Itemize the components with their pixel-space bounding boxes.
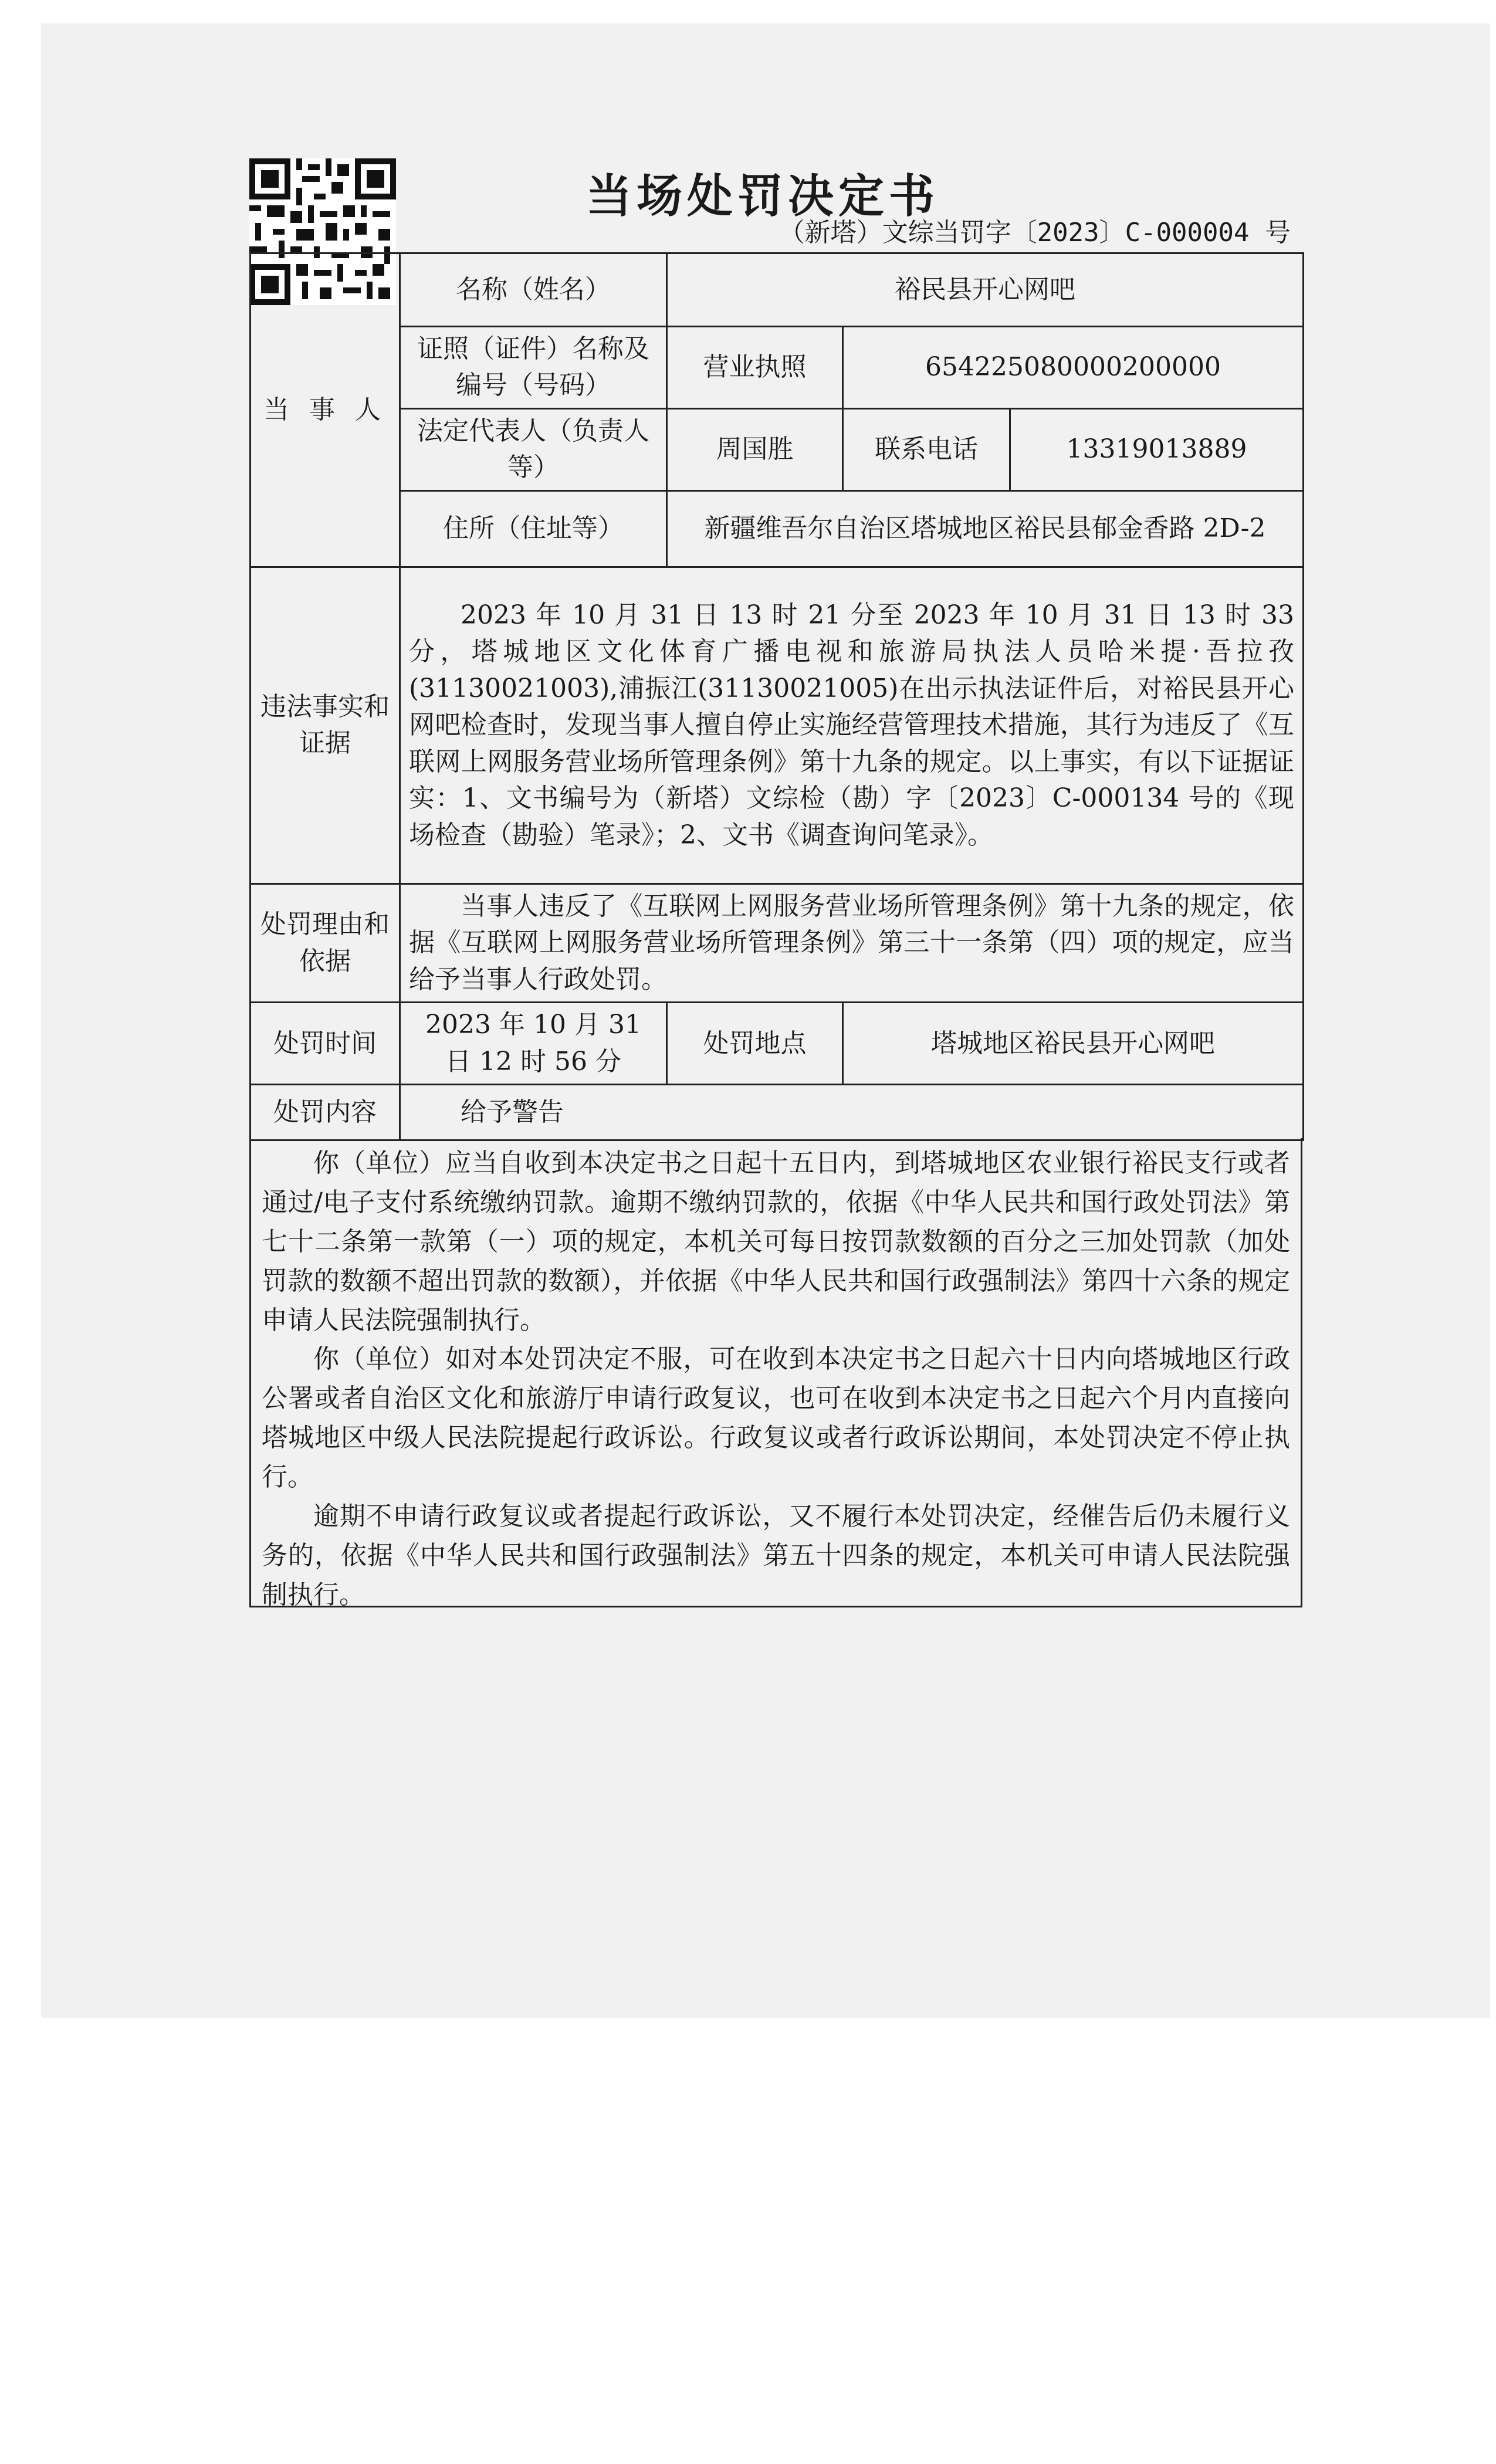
address-label: 住所（住址等） <box>400 490 667 567</box>
time-value: 2023 年 10 月 31 日 12 时 56 分 <box>400 1003 667 1085</box>
rep-label: 法定代表人（负责人等） <box>400 408 667 490</box>
content-label: 处罚内容 <box>251 1085 400 1140</box>
address-value: 新疆维吾尔自治区塔城地区裕民县郁金香路 2D-2 <box>667 490 1304 567</box>
phone-value: 13319013889 <box>1010 408 1304 490</box>
notice-paragraph: 逾期不申请行政复议或者提起行政诉讼，又不履行本处罚决定，经催告后仍未履行义务的，依据《中华人民共和国行政强制法》第五十四条的规定，本机关可申请人民法院强制执行。 <box>262 1501 1290 1610</box>
name-value: 裕民县开心网吧 <box>667 253 1304 327</box>
phone-label: 联系电话 <box>843 408 1010 490</box>
document-number: （新塔）文综当罚字〔2023〕C-000004 号 <box>779 218 1291 248</box>
license-label: 证照（证件）名称及编号（号码） <box>400 327 667 409</box>
basis-text: 当事人违反了《互联网上网服务营业场所管理条例》第十九条的规定，依据《互联网上网服务营业场所管理条例》第三十一条第（四）项的规定，应当给予当事人行政处罚。 <box>400 884 1304 1002</box>
notice-paragraph: 你（单位）如对本处罚决定不服，可在收到本决定书之日起六十日内向塔城地区行政公署或者自治区文化和旅游厅申请行政复议，也可在收到本决定书之日起六个月内直接向塔城地区中级人民法院提起行政诉讼。行政复议或者行政诉讼期间，本处罚决定不停止执行。 <box>262 1344 1290 1492</box>
rep-name: 周国胜 <box>667 408 843 490</box>
notice-box <box>249 1138 1302 1610</box>
place-value: 塔城地区裕民县开心网吧 <box>843 1003 1304 1085</box>
license-number: 654225080000200000 <box>843 327 1304 409</box>
place-label: 处罚地点 <box>667 1003 843 1085</box>
license-type: 营业执照 <box>667 327 843 409</box>
notice-paragraph: 你（单位）应当自收到本决定书之日起十五日内，到塔城地区农业银行裕民支行或者通过/电子支付系统缴纳罚款。逾期不缴纳罚款的，依据《中华人民共和国行政处罚法》第七十二条第一款第（一）项的规定，本机关可每日按罚款数额的百分之三加处罚款（加处罚款的数额不超出罚款的数额），并依据《中华人民共和国行政强制法》第四十六条的规定申请人民法院强制执行。 <box>262 1148 1290 1335</box>
facts-text: 2023 年 10 月 31 日 13 时 21 分至 2023 年 10 月 31 日 13 时 33 分，塔城地区文化体育广播电视和旅游局执法人员哈米提·吾拉孜(31130021003),浦振江(31130021005)在出示执法证件后，对裕民县开心网吧检查时，发现当事人擅自停止实施经营管理技术措施，其行为违反了《互联网上网服务营业场所管理条例》第十九条的规定。以上事实，有以下证据证实：1、文书编号为（新塔）文综检（勘）字〔2023〕C-000134 号的《现场检查（勘验）笔录》；2、文书《调查询问笔录》。 <box>400 567 1304 884</box>
decision-table <box>249 252 1304 1141</box>
party-section-label: 当 事 人 <box>251 253 400 567</box>
content-value: 给予警告 <box>400 1085 1304 1140</box>
facts-label: 违法事实和证据 <box>251 567 400 884</box>
name-label: 名称（姓名） <box>400 253 667 327</box>
document-title: 当场处罚决定书 <box>585 170 939 223</box>
basis-label: 处罚理由和依据 <box>251 884 400 1002</box>
time-label: 处罚时间 <box>251 1003 400 1085</box>
